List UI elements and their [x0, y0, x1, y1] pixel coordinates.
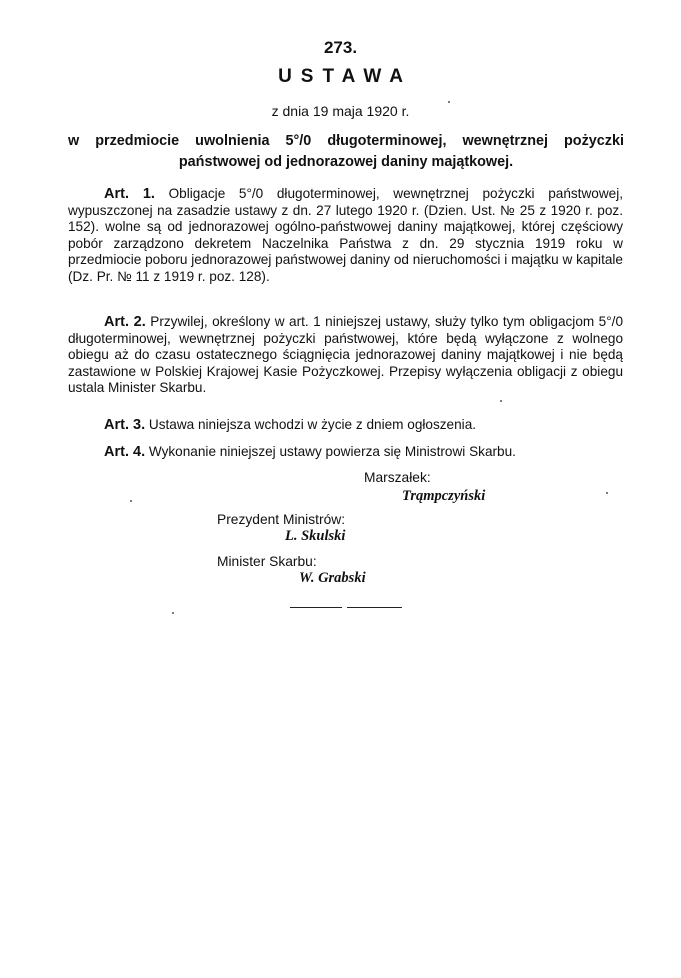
closing-rule-gap	[342, 605, 347, 608]
article-text: Obligacje 5°/0 długoterminowej, wewnętrznej pożyczki państwowej, wypuszczonej na zasadzie ustawy z dn. 27 lutego 1920 r. (Dzien. Ust. № 25 z 1920 r. poz. 152). wolne są od jednorazowej ogólno-państwowej daniny majątkowej, której częściowy pobór zarządzono dekretem Naczelnika Państwa z dn. 29 stycznia 1919 roku w przedmiocie poboru jednorazowej państwowej daniny od nieruchomości i majątku w kapitale (Dz. Pr. № 11 z 1919 r. poz. 128).	[68, 186, 624, 284]
act-number: 273.	[323, 38, 358, 57]
signature-name: Trąmpczyński	[402, 488, 486, 504]
article-1	[68, 186, 623, 286]
act-title: USTAWA	[278, 66, 412, 87]
signature-role: Marszałek:	[364, 470, 431, 485]
article-label: Art. 1.	[104, 186, 155, 202]
scan-speck	[130, 500, 132, 502]
scan-speck	[448, 101, 450, 103]
article-text: Przywilej, określony w art. 1 niniejszej ustawy, służy tylko tym obligacjom 5°/0 długoterminowej, wewnętrznej pożyczki państwowej, które będą wyłączone z wolnego obiegu aż do czasu ostatecznego ściągnięcia jednorazowej daniny majątkowej i nie będą zastawione w Polskiej Krajowej Kasie Pożyczkowej. Przepisy wyłączenia obligacji z obiegu ustala Minister Skarbu.	[68, 314, 624, 396]
article-label: Art. 4.	[104, 444, 146, 460]
signature-role: Prezydent Ministrów:	[217, 512, 346, 527]
act-subject: w przedmiocie uwolnienia 5°/0 długoterminowej, wewnętrznej pożyczki państwowej od jednorazowej daniny majątkowej.	[68, 133, 624, 170]
article-3	[68, 417, 623, 434]
signature-name: W. Grabski	[299, 570, 366, 586]
article-label: Art. 3.	[104, 417, 146, 433]
act-date: z dnia 19 maja 1920 r.	[271, 103, 410, 119]
article-text: Wykonanie niniejszej ustawy powierza się Ministrowi Skarbu.	[148, 444, 516, 459]
scan-speck	[606, 492, 608, 494]
signature-name: L. Skulski	[285, 528, 346, 544]
article-2	[68, 314, 623, 397]
article-4	[68, 444, 623, 461]
scan-speck	[500, 400, 502, 402]
article-label: Art. 2.	[104, 314, 146, 330]
signature-role: Minister Skarbu:	[217, 554, 317, 569]
scan-speck	[172, 612, 174, 614]
article-text: Ustawa niniejsza wchodzi w życie z dniem ogłoszenia.	[148, 417, 477, 432]
